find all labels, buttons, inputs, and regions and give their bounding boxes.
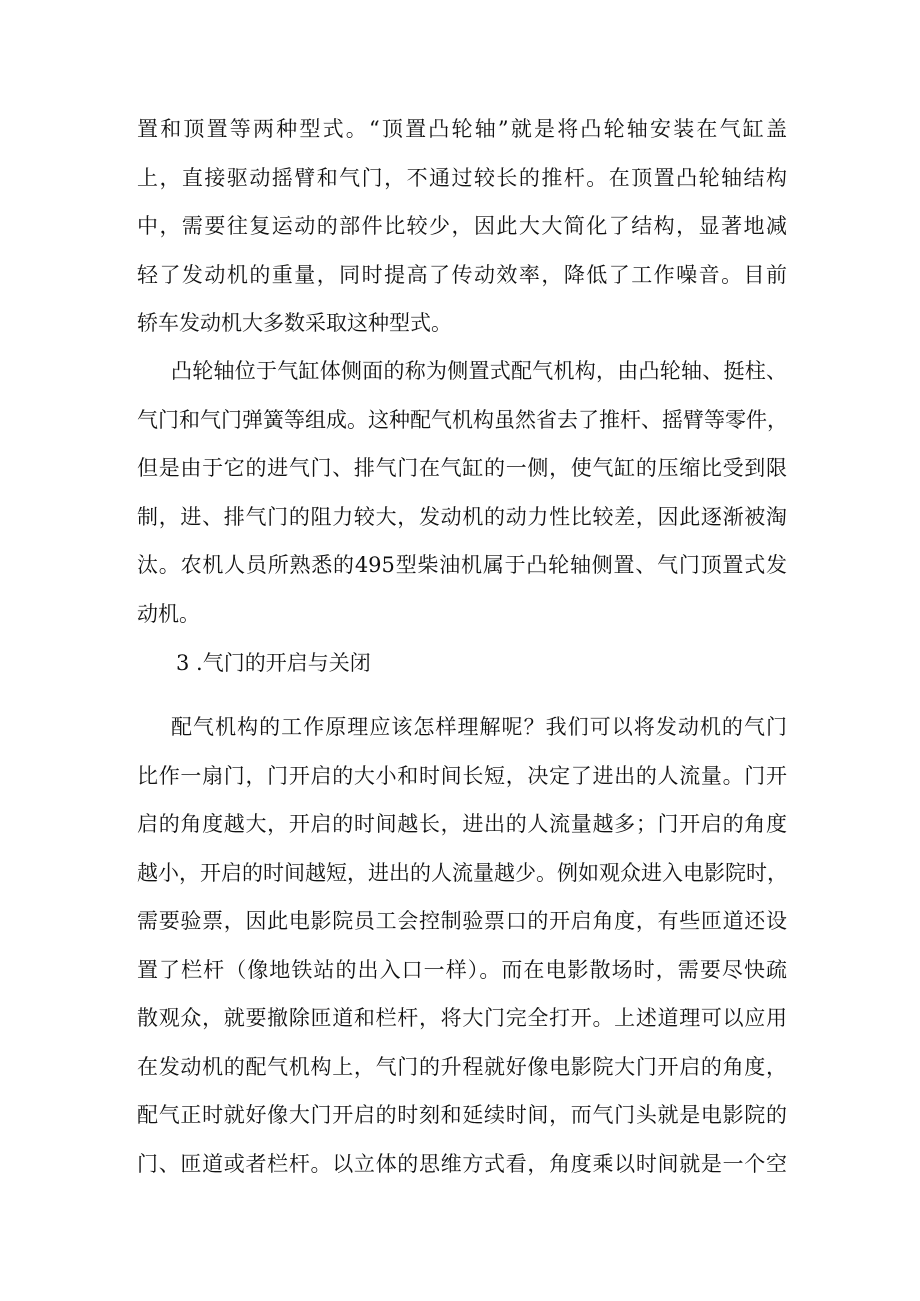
paragraph-overhead-camshaft xyxy=(137,105,787,348)
text-line: 配气正时就好像大门开启的时刻和延续时间，而气门头就是电影院的 xyxy=(137,1103,787,1127)
text-line: 在发动机的配气机构上，气门的升程就好像电影院大门开启的角度， xyxy=(137,1054,787,1079)
text-line: 汰。农机人员所熟悉的495型柴油机属于凸轮轴侧置、气门顶置式发 xyxy=(137,553,787,577)
text-line: 凸轮轴位于气缸体侧面的称为侧置式配气机构，由凸轮轴、挺柱、 xyxy=(171,359,787,383)
text-line: 门、匝道或者栏杆。以立体的思维方式看，角度乘以时间就是一个空 xyxy=(137,1151,787,1176)
text-line: 但是由于它的进气门、排气门在气缸的一侧，使气缸的压缩比受到限 xyxy=(137,456,787,480)
text-line: 中，需要往复运动的部件比较少，因此大大简化了结构，显著地减 xyxy=(137,214,787,238)
text-line: 散观众，就要撤除匝道和栏杆，将大门完全打开。上述道理可以应用 xyxy=(137,1006,787,1030)
text-line: 启的角度越大，开启的时间越长，进出的人流量越多；门开启的角度 xyxy=(137,812,787,836)
paragraph-valve-analogy xyxy=(137,703,787,1188)
text-line: 气门和气门弹簧等组成。这种配气机构虽然省去了推杆、摇臂等零件， xyxy=(137,407,788,432)
text-line: 轿车发动机大多数采取这种型式。 xyxy=(137,311,452,335)
text-line: 需要验票，因此电影院员工会控制验票口的开启角度，有些匝道还设 xyxy=(137,909,787,933)
text-line: 轻了发动机的重量，同时提高了传动效率，降低了工作噪音。目前 xyxy=(137,262,787,287)
text-line: 置和顶置等两种型式。“顶置凸轮轴”就是将凸轮轴安装在气缸盖 xyxy=(137,117,787,141)
text-line: 动机。 xyxy=(137,601,200,626)
text-line: 上，直接驱动摇臂和气门，不通过较长的推杆。在顶置凸轮轴结构 xyxy=(137,165,787,190)
text-line: 置了栏杆（像地铁站的出入口一样）。而在电影散场时，需要尽快疏 xyxy=(137,957,787,982)
text-line: 比作一扇门，门开启的大小和时间长短，决定了进出的人流量。门开 xyxy=(137,763,787,788)
text-line: 配气机构的工作原理应该怎样理解呢？我们可以将发动机的气门 xyxy=(171,715,787,739)
paragraph-side-camshaft xyxy=(137,347,787,638)
text-line: 制，进、排气门的阻力较大，发动机的动力性比较差，因此逐渐被淘 xyxy=(137,504,787,529)
text-line: 越小，开启的时间越短，进出的人流量越少。例如观众进入电影院时， xyxy=(137,860,788,885)
section-heading: 3 .气门的开启与关闭 xyxy=(176,651,371,675)
